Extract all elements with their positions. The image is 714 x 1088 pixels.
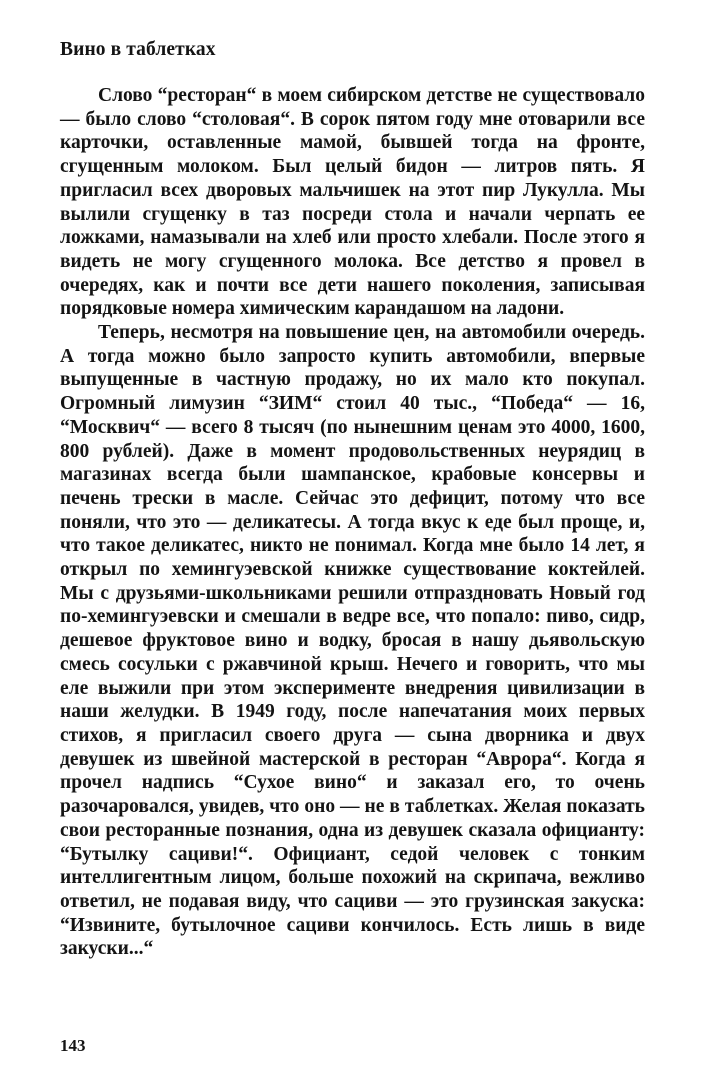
book-page	[60, 38, 645, 1068]
page-number: 143	[60, 1036, 86, 1055]
chapter-title: Вино в таблетках	[60, 39, 216, 60]
paragraph-1: Слово “ресторан“ в моем сибирском детстве не существовало — было слово “столовая“. В сорок пятом году мне отоварили все карточки, оставленные мамой, бывшей тогда на фронте, сгущенным молоком. Был целый бидон — литров пять. Я пригласил всех дворовых мальчишек на этот пир Лукулла. Мы вылили сгущенку в таз посреди стола и начали черпать ее ложками, намазывали на хлеб или просто хлебали. После этого я видеть не могу сгущенного молока. Все детство я провел в очередях, как и почти все дети нашего поколения, записывая порядковые номера химическим карандашом на ладони.	[60, 85, 645, 320]
paragraph-2: Теперь, несмотря на повышение цен, на автомобили очередь. А тогда можно было запросто купить автомобили, впервые выпущенные в частную продажу, но их мало кто покупал. Огромный лимузин “ЗИМ“ стоил 40 тыс., “Победа“ — 16, “Москвич“ — всего 8 тысяч (по нынешним ценам это 4000, 1600, 800 рублей). Даже в момент продовольственных неурядиц в магазинах всегда были шампанское, крабовые консервы и печень трески в масле. Сейчас это дефицит, потому что все поняли, что это — деликатесы. А тогда вкус к еде был проще, и, что такое деликатес, никто не понимал. Когда мне было 14 лет, я открыл по хемингуэевской книжке существование коктейлей. Мы с друзьями-школьниками решили отпраздновать Новый год по-хемингуэевски и смешали в ведре все, что попало: пиво, сидр, дешевое фруктовое вино и водку, бросая в нашу дьявольскую смесь сосульки с ржавчиной крыш. Нечего и говорить, что мы еле выжили при этом эксперименте внедрения цивилизации в наши желудки. В 1949 году, после напечатания моих первых стихов, я пригласил своего друга — сына дворника и двух девушек из швейной мастерской в ресторан “Аврора“. Когда я прочел надпись “Сухое вино“ и заказал его, то очень разочаровался, увидев, что оно — не в таблетках. Желая показать свои ресторанные познания, одна из девушек сказала официанту: “Бутылку сациви!“. Официант, седой человек с тонким интеллигентным лицом, больше похожий на скрипача, вежливо ответил, не подавая виду, что сациви — это грузинская закуска: “Извините, бутылочное сациви кончилось. Есть лишь в виде закуски...“	[60, 322, 645, 960]
